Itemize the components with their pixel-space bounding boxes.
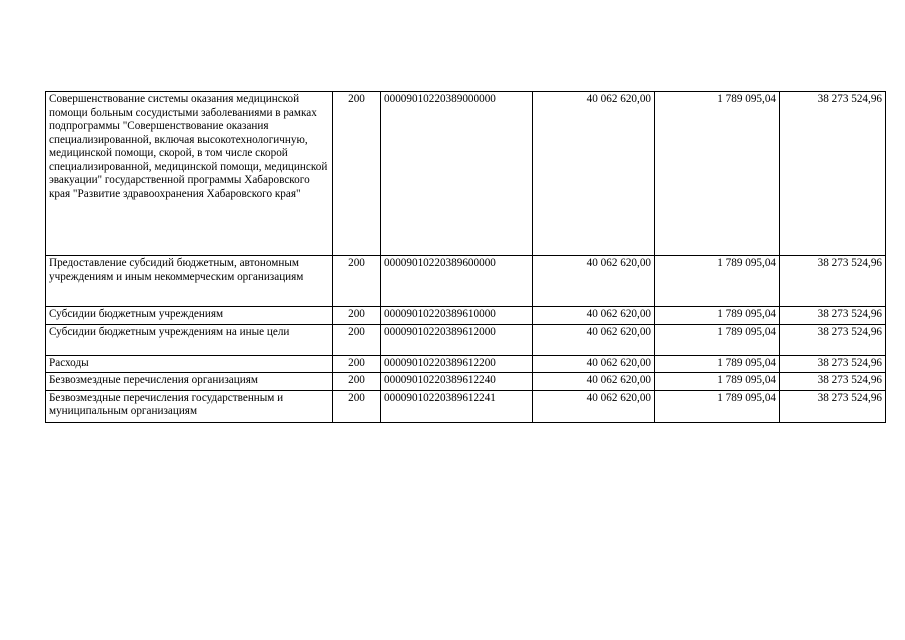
unexecuted-amount-cell: 38 273 524,96 [780, 307, 886, 325]
expense-name-cell: Субсидии бюджетным учреждениям [46, 307, 333, 325]
approved-amount-cell: 40 062 620,00 [533, 256, 655, 307]
approved-amount-cell: 40 062 620,00 [533, 373, 655, 391]
executed-amount-cell: 1 789 095,04 [655, 256, 780, 307]
budget-classification-code-cell: 00009010220389612240 [381, 373, 533, 391]
unexecuted-amount-cell: 38 273 524,96 [780, 324, 886, 355]
expense-name-cell: Расходы [46, 355, 333, 373]
executed-amount-cell: 1 789 095,04 [655, 390, 780, 422]
budget-table [45, 91, 886, 423]
line-code-cell: 200 [333, 373, 381, 391]
line-code-cell: 200 [333, 355, 381, 373]
unexecuted-amount-cell: 38 273 524,96 [780, 373, 886, 391]
executed-amount-cell: 1 789 095,04 [655, 355, 780, 373]
table-row [46, 324, 886, 355]
unexecuted-amount-cell: 38 273 524,96 [780, 355, 886, 373]
budget-classification-code-cell: 00009010220389612000 [381, 324, 533, 355]
expense-name-cell: Субсидии бюджетным учреждениям на иные цели [46, 324, 333, 355]
executed-amount-cell: 1 789 095,04 [655, 92, 780, 256]
expense-name-cell: Безвозмездные перечисления организациям [46, 373, 333, 391]
budget-classification-code-cell: 00009010220389612200 [381, 355, 533, 373]
unexecuted-amount-cell: 38 273 524,96 [780, 92, 886, 256]
table-row [46, 307, 886, 325]
table-row [46, 92, 886, 256]
budget-classification-code-cell: 00009010220389612241 [381, 390, 533, 422]
approved-amount-cell: 40 062 620,00 [533, 324, 655, 355]
line-code-cell: 200 [333, 307, 381, 325]
table-row [46, 390, 886, 422]
approved-amount-cell: 40 062 620,00 [533, 390, 655, 422]
line-code-cell: 200 [333, 324, 381, 355]
executed-amount-cell: 1 789 095,04 [655, 307, 780, 325]
expense-name-cell: Совершенствование системы оказания медицинской помощи больным сосудистыми заболеваниями в рамках подпрограммы "Совершенствование оказания специализированной, включая высокотехнологичную, медицинской помощи, скорой, в том числе скорой специализированной, медицинской помощи, медицинской эвакуации" государственной программы Хабаровского края "Развитие здравоохранения Хабаровского края" [46, 92, 333, 256]
table-row [46, 256, 886, 307]
line-code-cell: 200 [333, 92, 381, 256]
expense-name-cell: Предоставление субсидий бюджетным, автономным учреждениям и иным некоммерческим организациям [46, 256, 333, 307]
approved-amount-cell: 40 062 620,00 [533, 355, 655, 373]
unexecuted-amount-cell: 38 273 524,96 [780, 390, 886, 422]
approved-amount-cell: 40 062 620,00 [533, 307, 655, 325]
line-code-cell: 200 [333, 256, 381, 307]
approved-amount-cell: 40 062 620,00 [533, 92, 655, 256]
budget-classification-code-cell: 00009010220389000000 [381, 92, 533, 256]
line-code-cell: 200 [333, 390, 381, 422]
executed-amount-cell: 1 789 095,04 [655, 324, 780, 355]
budget-classification-code-cell: 00009010220389610000 [381, 307, 533, 325]
unexecuted-amount-cell: 38 273 524,96 [780, 256, 886, 307]
table-row [46, 355, 886, 373]
executed-amount-cell: 1 789 095,04 [655, 373, 780, 391]
table-row [46, 373, 886, 391]
expense-name-cell: Безвозмездные перечисления государственным и муниципальным организациям [46, 390, 333, 422]
budget-classification-code-cell: 00009010220389600000 [381, 256, 533, 307]
